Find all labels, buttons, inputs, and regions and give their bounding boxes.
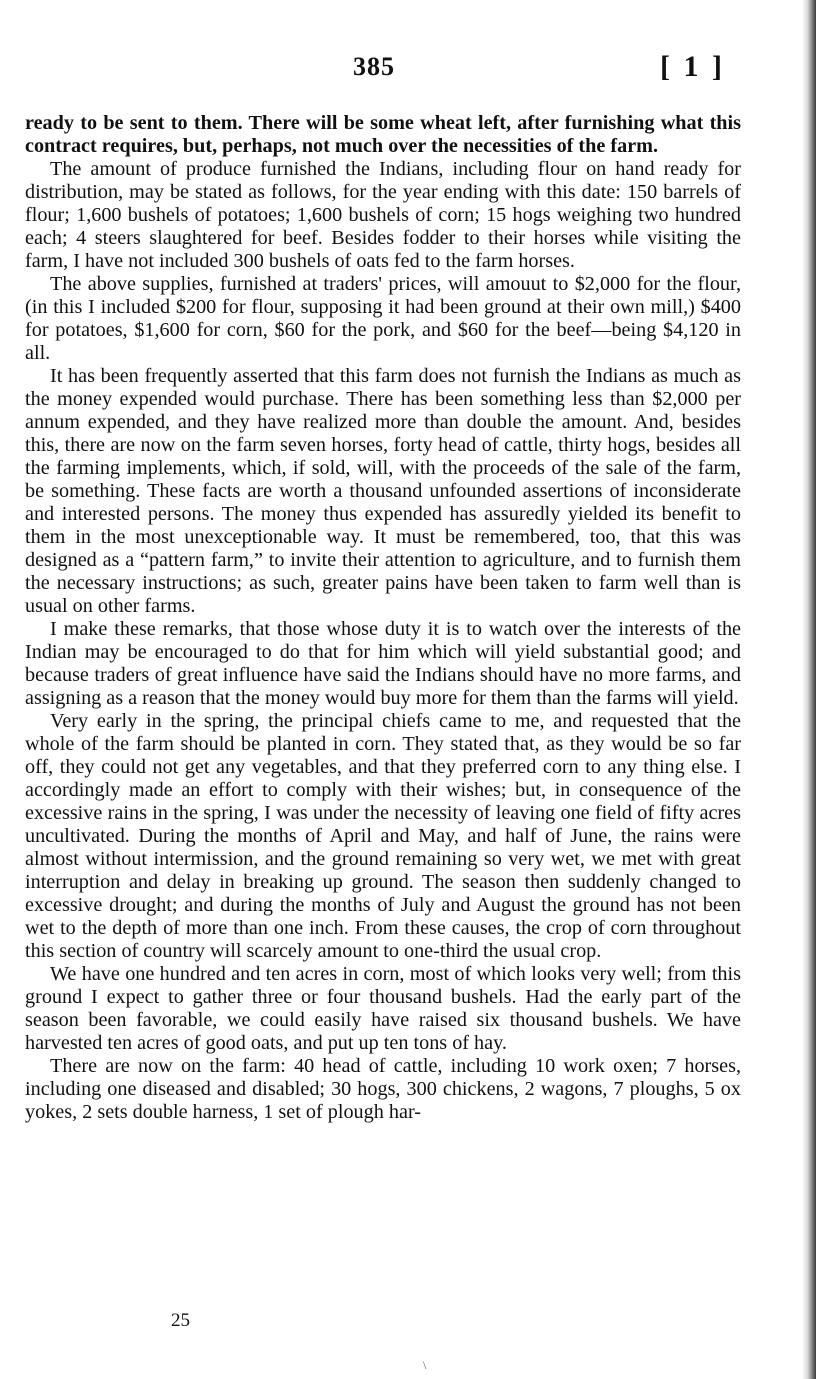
paragraph: We have one hundred and ten acres in corn, most of which looks very well; from this ground I expect to gather three or four thousand bushels. Had the early part of the season been favorable, we could easily have raised six thousand bushels. We have harvested ten acres of good oats, and put up ten tons of hay. — [25, 963, 741, 1054]
page-edge-shadow — [802, 0, 816, 1379]
paragraph: Very early in the spring, the principal chiefs came to me, and requested that the whole of the farm should be planted in corn. They stated that, as they would be so far off, they could not get any vegetables, and that they preferred corn to any thing else. I accordingly made an effort to comply with their wishes; but, in consequence of the excessive rains in the spring, I was under the necessity of leaving one field of fifty acres uncultivated. During the months of April and May, and half of June, the rains were almost without intermission, and the ground remaining so very wet, we met with great interruption and delay in breaking up ground. The season then suddenly changed to excessive drought; and during the months of July and August the ground has not been wet to the depth of more than one inch. From these causes, the crop of corn throughout this section of country will scarcely amount to one-third the usual crop. — [25, 710, 741, 962]
body-text — [25, 112, 741, 1124]
page-number: 385 — [353, 52, 395, 81]
paragraph: The above supplies, furnished at traders' prices, will amouut to $2,000 for the flour, (in this I included $200 for flour, supposing it had been ground at their own mill,) $400 for potatoes, $1,600 for corn, $60 for the pork, and $60 for the beef—being $4,120 in all. — [25, 273, 741, 364]
paragraph: I make these remarks, that those whose duty it is to watch over the interests of the Indian may be encouraged to do that for him which will yield substantial good; and because traders of great influence have said the Indians should have no more farms, and assigning as a reason that the money would buy more for them than the farms will yield. — [25, 618, 741, 709]
document-reference: [ 1 ] — [660, 50, 725, 83]
signature-mark: 25 — [171, 1310, 190, 1331]
paragraph: The amount of produce furnished the Indians, including flour on hand ready for distribution, may be stated as follows, for the year ending with this date: 150 barrels of flour; 1,600 bushels of potatoes; 1,600 bushels of corn; 15 hogs weighing two hundred each; 4 steers slaughtered for beef. Besides fodder to their horses while visiting the farm, I have not included 300 bushels of oats fed to the farm horses. — [25, 158, 741, 272]
paragraph: There are now on the farm: 40 head of cattle, including 10 work oxen; 7 horses, including one diseased and disabled; 30 hogs, 300 chickens, 2 wagons, 7 ploughs, 5 ox yokes, 2 sets double harness, 1 set of plough har- — [25, 1055, 741, 1123]
stray-mark: \ — [423, 1358, 427, 1372]
paragraph: ready to be sent to them. There will be some wheat left, after furnishing what this contract requires, but, perhaps, not much over the necessities of the farm. — [25, 112, 741, 157]
paragraph: It has been frequently asserted that this farm does not furnish the Indians as much as the money expended would purchase. There has been something less than $2,000 per annum expended, and they have realized more than double the amount. And, besides this, there are now on the farm seven horses, forty head of cattle, thirty hogs, besides all the farming implements, which, if sold, will, with the proceeds of the sale of the farm, be something. These facts are worth a thousand unfounded assertions of inconsiderate and interested persons. The money thus expended has assuredly yielded its benefit to them in the most unexceptionable way. It must be remembered, too, that this was designed as a “pattern farm,” to invite their attention to agriculture, and to furnish them the necessary instructions; as such, greater pains have been taken to farm well than is usual on other farms. — [25, 365, 741, 617]
